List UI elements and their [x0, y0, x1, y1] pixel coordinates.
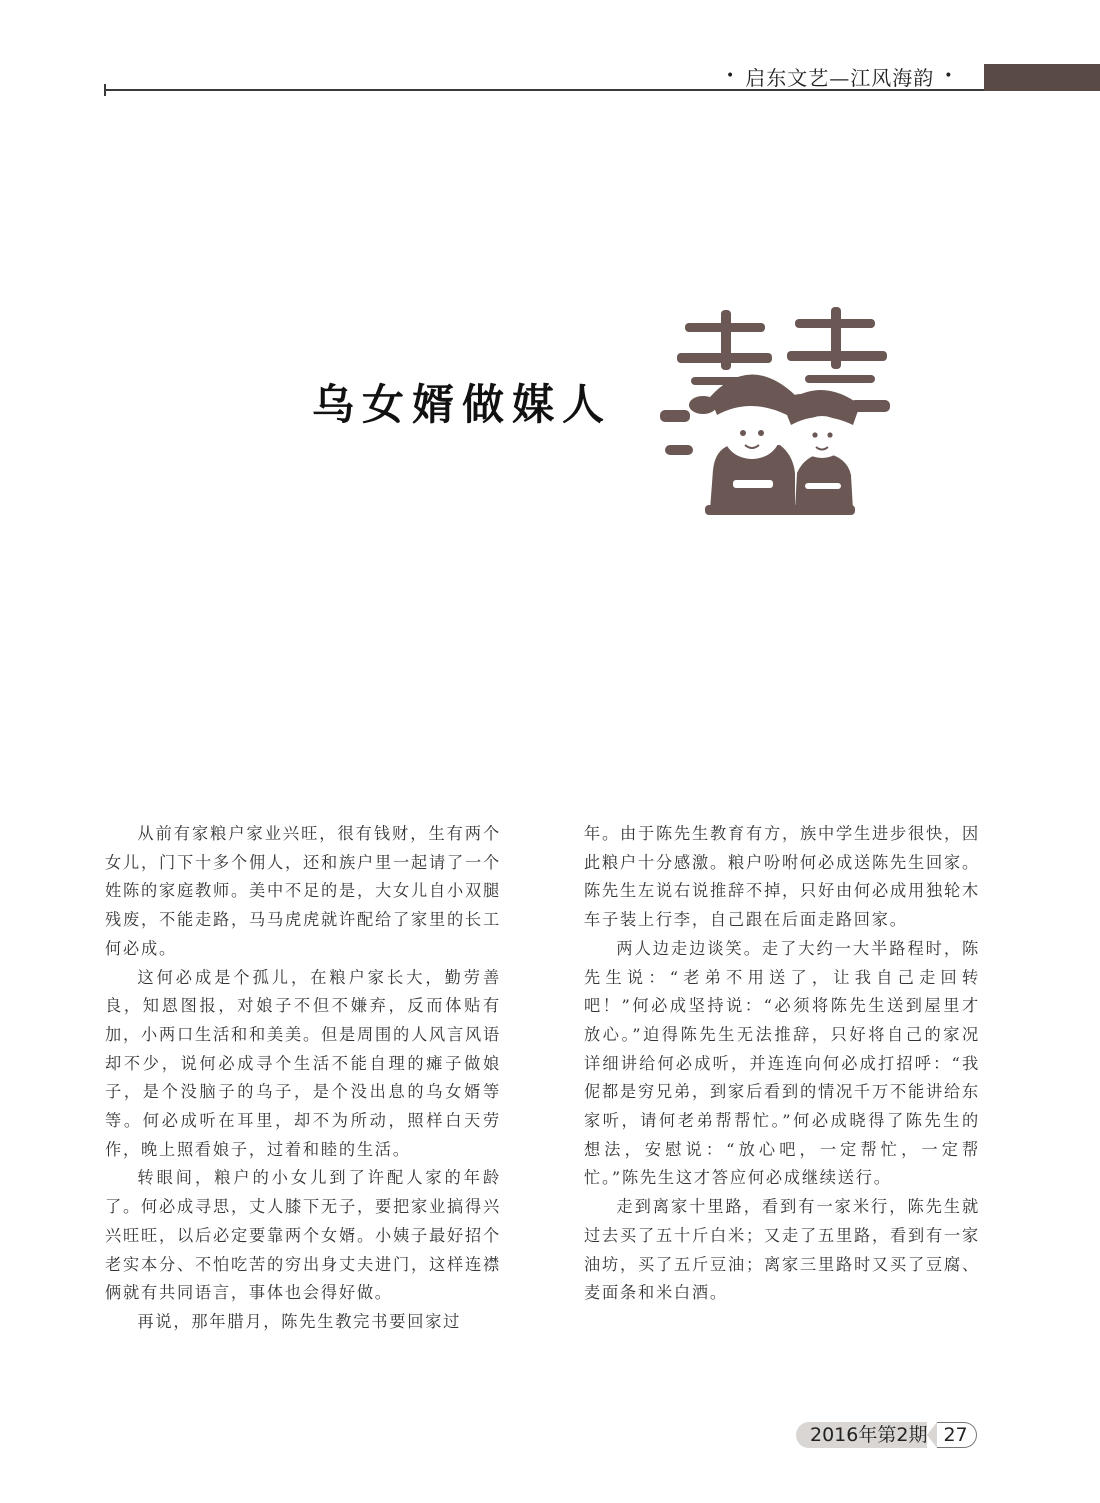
article-title: 乌女婿做媒人 — [312, 380, 613, 429]
section-dot-right: • — [944, 68, 954, 84]
paragraph: 两人边走边谈笑。走了大约一大半路程时，陈先生说：“老弟不用送了，让我自己走回转吧！”何必成坚持说：“必须将陈先生送到屋里才放心。”迫得陈先生无法推辞，只好将自己的家况详细讲给何必成听，并连连向何必成打招呼：“我伲都是穷兄弟，到家后看到的情况千万不能讲给东家听，请何老弟帮帮忙。”何必成晓得了陈先生的想法，安慰说：“放心吧，一定帮忙，一定帮忙。”陈先生这才答应何必成继续送行。 — [584, 938, 980, 1188]
page-footer — [796, 1422, 982, 1448]
body-column-left — [105, 820, 501, 1337]
paragraph: 转眼间，粮户的小女儿到了许配人家的年龄了。何必成寻思，丈人膝下无子，要把家业搞得兴兴旺旺，以后必定要靠两个女婿。小姨子最好招个老实本分、不怕吃苦的穷出身丈夫进门，这样连襟俩就有共同语言，事体也会得好做。 — [105, 1168, 501, 1303]
wedding-couple-illustration-icon — [655, 305, 905, 530]
paragraph: 再说，那年腊月，陈先生教完书要回家过 — [137, 1311, 462, 1331]
header-color-block — [984, 64, 1100, 91]
section-title — [726, 62, 954, 90]
section-dot-left: • — [726, 68, 736, 84]
page-arrow-icon — [927, 1422, 937, 1448]
body-column-right — [584, 820, 980, 1308]
paragraph: 从前有家粮户家业兴旺，很有钱财，生有两个女儿，门下十多个佣人，还和族户里一起请了一个姓陈的家庭教师。美中不足的是，大女儿自小双腿残废，不能走路，马马虎虎就许配给了家里的长工何必成。 — [105, 824, 501, 958]
issue-label: 2016年第2期 — [796, 1422, 937, 1448]
header-rule-tick — [104, 84, 106, 96]
paragraph: 走到离家十里路，看到有一家米行，陈先生就过去买了五十斤白米；又走了五里路，看到有一家油坊，买了五斤豆油；离家三里路时又买了豆腐、麦面条和米白酒。 — [584, 1197, 980, 1303]
paragraph-continued: 年。由于陈先生教育有方，族中学生进步很快，因此粮户十分感激。粮户吩咐何必成送陈先生回家。陈先生左说右说推辞不掉，只好由何必成用独轮木车子装上行李，自己跟在后面走路回家。 — [584, 824, 980, 930]
paragraph: 这何必成是个孤儿，在粮户家长大，勤劳善良，知恩图报，对娘子不但不嫌弃，反而体贴有加，小两口生活和和美美。但是周围的人风言风语却不少，说何必成寻个生活不能自理的瘫子做娘子，是个没脑子的乌子，是个没出息的乌女婿等等。何必成听在耳里，却不为所动，照样白天劳作，晚上照看娘子，过着和睦的生活。 — [105, 967, 501, 1159]
page-number: 27 — [937, 1422, 976, 1448]
section-title-text: 启东文艺—江风海韵 — [745, 65, 935, 90]
